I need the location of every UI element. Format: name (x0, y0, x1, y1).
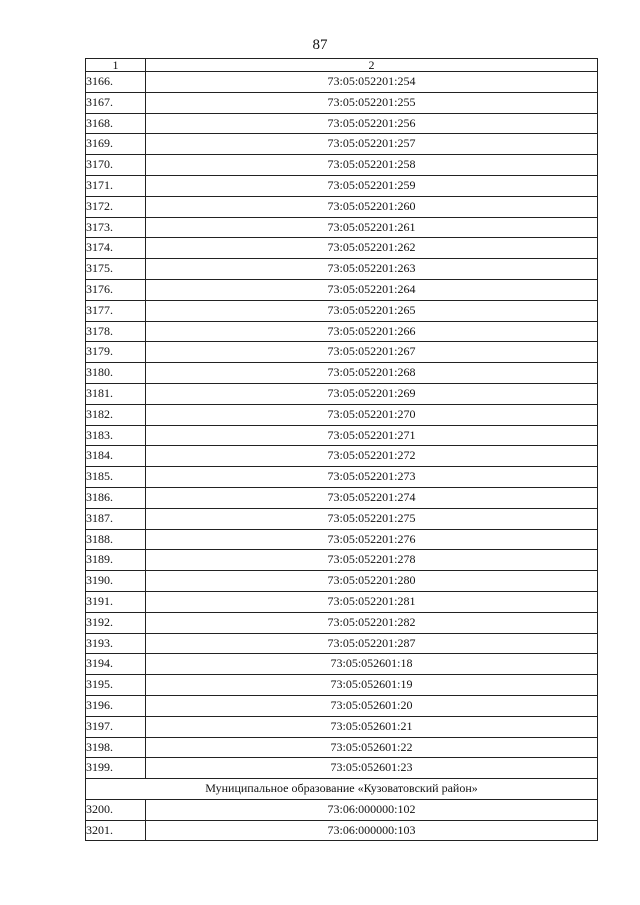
row-number: 3186. (86, 487, 146, 508)
table-row (86, 279, 598, 300)
cadastral-number: 73:05:052201:272 (146, 446, 598, 467)
cadastral-number: 73:05:052201:276 (146, 529, 598, 550)
table-body-section (86, 799, 598, 841)
row-number: 3187. (86, 508, 146, 529)
table-row (86, 363, 598, 384)
cadastral-number: 73:05:052201:262 (146, 238, 598, 259)
row-number: 3171. (86, 175, 146, 196)
cadastral-number: 73:05:052201:261 (146, 217, 598, 238)
table-row (86, 155, 598, 176)
row-number: 3190. (86, 571, 146, 592)
table-row (86, 799, 598, 820)
table-row (86, 695, 598, 716)
row-number: 3200. (86, 799, 146, 820)
table-row (86, 134, 598, 155)
row-number: 3169. (86, 134, 146, 155)
cadastral-number: 73:05:052201:255 (146, 92, 598, 113)
row-number: 3192. (86, 612, 146, 633)
cadastral-number: 73:05:052201:273 (146, 467, 598, 488)
cadastral-number: 73:05:052201:269 (146, 383, 598, 404)
cadastral-number: 73:05:052201:254 (146, 72, 598, 93)
row-number: 3199. (86, 758, 146, 779)
row-number: 3194. (86, 654, 146, 675)
row-number: 3170. (86, 155, 146, 176)
cadastral-number: 73:05:052201:259 (146, 175, 598, 196)
cadastral-number: 73:06:000000:102 (146, 799, 598, 820)
row-number: 3179. (86, 342, 146, 363)
row-number: 3185. (86, 467, 146, 488)
row-number: 3184. (86, 446, 146, 467)
table-row (86, 446, 598, 467)
table-row (86, 487, 598, 508)
table-row (86, 72, 598, 93)
cadastral-number: 73:05:052201:263 (146, 259, 598, 280)
table-row (86, 404, 598, 425)
column-header-code: 2 (146, 59, 598, 72)
cadastral-number: 73:05:052201:281 (146, 591, 598, 612)
table-row (86, 716, 598, 737)
table-row (86, 238, 598, 259)
cadastral-number: 73:05:052201:265 (146, 300, 598, 321)
table-row (86, 196, 598, 217)
row-number: 3201. (86, 820, 146, 841)
cadastral-number: 73:05:052201:275 (146, 508, 598, 529)
table-row (86, 571, 598, 592)
table-body (86, 72, 598, 779)
row-number: 3181. (86, 383, 146, 404)
table-row (86, 92, 598, 113)
row-number: 3182. (86, 404, 146, 425)
table-row (86, 550, 598, 571)
cadastral-number: 73:05:052201:271 (146, 425, 598, 446)
cadastral-number: 73:05:052201:260 (146, 196, 598, 217)
table-row (86, 508, 598, 529)
cadastral-number: 73:05:052201:257 (146, 134, 598, 155)
row-number: 3196. (86, 695, 146, 716)
row-number: 3175. (86, 259, 146, 280)
table-row (86, 633, 598, 654)
table-row (86, 300, 598, 321)
row-number: 3177. (86, 300, 146, 321)
cadastral-number: 73:05:052601:18 (146, 654, 598, 675)
row-number: 3191. (86, 591, 146, 612)
table-row (86, 737, 598, 758)
row-number: 3189. (86, 550, 146, 571)
row-number: 3168. (86, 113, 146, 134)
row-number: 3167. (86, 92, 146, 113)
table-row (86, 758, 598, 779)
cadastral-number: 73:05:052201:287 (146, 633, 598, 654)
cadastral-number: 73:05:052201:282 (146, 612, 598, 633)
table-row (86, 654, 598, 675)
row-number: 3166. (86, 72, 146, 93)
table-row (86, 321, 598, 342)
cadastral-number: 73:05:052201:270 (146, 404, 598, 425)
row-number: 3176. (86, 279, 146, 300)
section-title: Муниципальное образование «Кузоватовский район» (86, 779, 598, 800)
cadastral-number: 73:06:000000:103 (146, 820, 598, 841)
page-number: 87 (312, 37, 328, 53)
row-number: 3174. (86, 238, 146, 259)
cadastral-number: 73:05:052201:266 (146, 321, 598, 342)
table-section (86, 779, 598, 800)
table-row (86, 591, 598, 612)
section-row (86, 779, 598, 800)
cadastral-number: 73:05:052601:19 (146, 675, 598, 696)
cadastral-number: 73:05:052201:256 (146, 113, 598, 134)
row-number: 3197. (86, 716, 146, 737)
row-number: 3198. (86, 737, 146, 758)
row-number: 3180. (86, 363, 146, 384)
table-row (86, 342, 598, 363)
column-header-number: 1 (86, 59, 146, 72)
row-number: 3195. (86, 675, 146, 696)
table-row (86, 383, 598, 404)
cadastral-number: 73:05:052601:23 (146, 758, 598, 779)
table-row (86, 820, 598, 841)
table-row (86, 675, 598, 696)
cadastral-number: 73:05:052601:20 (146, 695, 598, 716)
cadastral-number: 73:05:052201:278 (146, 550, 598, 571)
row-number: 3183. (86, 425, 146, 446)
cadastral-number: 73:05:052201:267 (146, 342, 598, 363)
row-number: 3188. (86, 529, 146, 550)
table-header-row (86, 59, 598, 72)
table-row (86, 529, 598, 550)
table-row (86, 217, 598, 238)
cadastral-number: 73:05:052201:280 (146, 571, 598, 592)
cadastral-number: 73:05:052201:258 (146, 155, 598, 176)
cadastral-number: 73:05:052601:21 (146, 716, 598, 737)
cadastral-number: 73:05:052201:274 (146, 487, 598, 508)
table-row (86, 259, 598, 280)
table-row (86, 175, 598, 196)
cadastral-number: 73:05:052601:22 (146, 737, 598, 758)
row-number: 3173. (86, 217, 146, 238)
table-row (86, 612, 598, 633)
cadastral-number: 73:05:052201:268 (146, 363, 598, 384)
cadastral-number: 73:05:052201:264 (146, 279, 598, 300)
table-row (86, 113, 598, 134)
row-number: 3193. (86, 633, 146, 654)
cadastral-table (85, 58, 598, 841)
table-row (86, 425, 598, 446)
table-row (86, 467, 598, 488)
row-number: 3172. (86, 196, 146, 217)
row-number: 3178. (86, 321, 146, 342)
